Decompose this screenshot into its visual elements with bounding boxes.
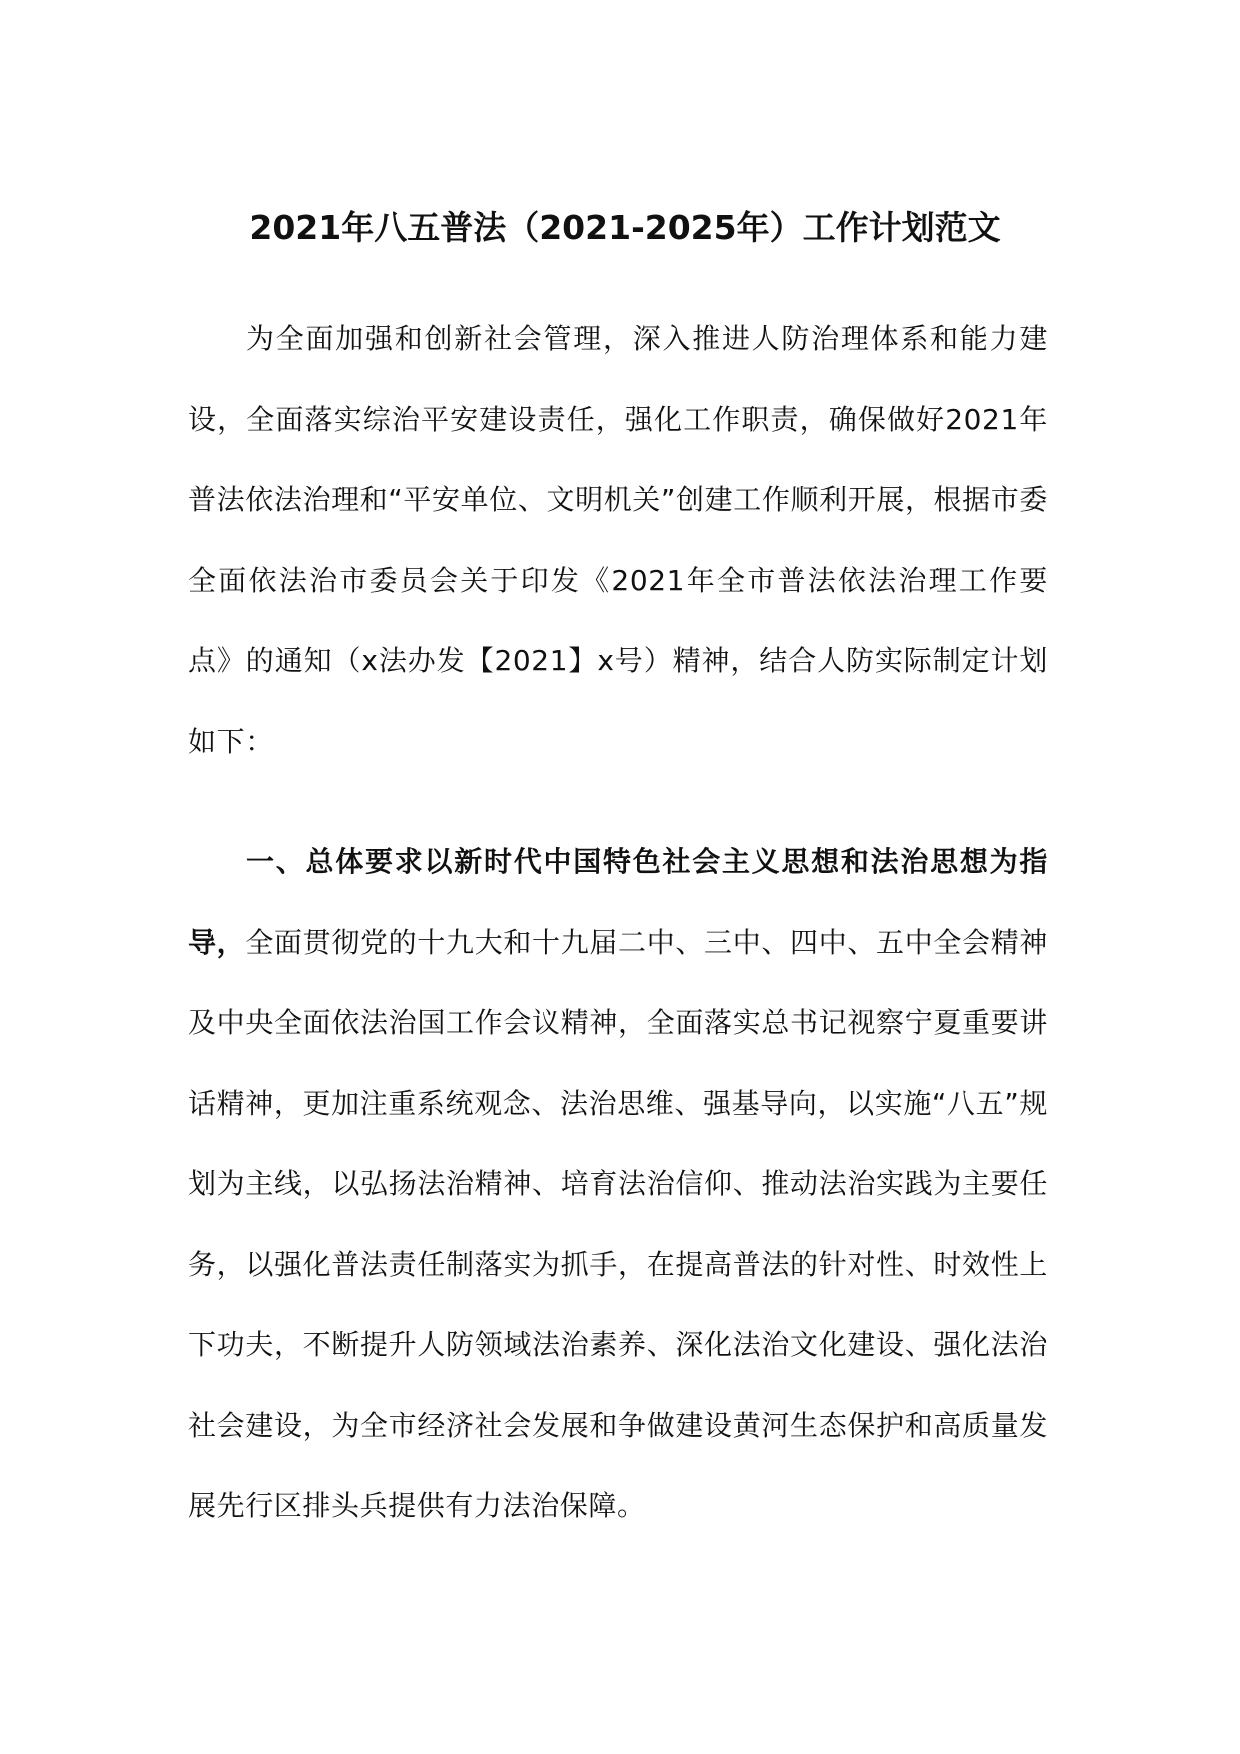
document-title: 2021年八五普法（2021-2025年）工作计划范文 — [249, 208, 1001, 247]
section-1-body: 全面贯彻党的十九大和十九届二中、三中、四中、五中全会精神及中央全面依法治国工作会议精神，全面落实总书记视察宁夏重要讲话精神，更加注重系统观念、法治思维、强基导向，以实施“八五”规划为主线，以弘扬法治精神、培育法治信仰、推动法治实践为主要任务，以强化普法责任制落实为抓手，在提高普法的针对性、时效性上下功夫，不断提升人防领域法治素养、深化法治文化建设、强化法治社会建设，为全市经济社会发展和争做建设黄河生态保护和高质量发展先行区排头兵提供有力法治保障。 — [188, 925, 1048, 1522]
intro-paragraph: 为全面加强和创新社会管理，深入推进人防治理体系和能力建设，全面落实综治平安建设责任，强化工作职责，确保做好2021年普法依法治理和“平安单位、文明机关”创建工作顺利开展，根据市委全面依法治市委员会关于印发《2021年全市普法依法治理工作要点》的通知（x法办发【2021】x号）精神，结合人防实际制定计划如下： — [188, 322, 1048, 758]
section-1-heading: 一、总体要求以新时代中国特色社会主义思想和法治思想为指导， — [188, 845, 1048, 959]
section-1-paragraph — [188, 822, 1048, 1547]
